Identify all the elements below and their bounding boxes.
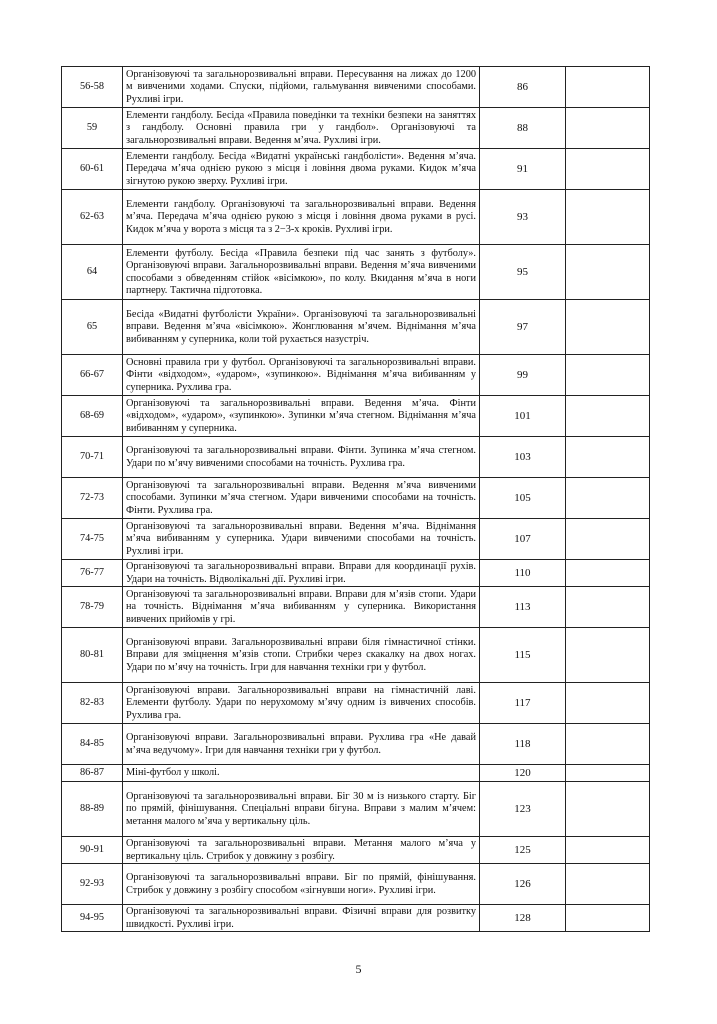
table-row [62,355,650,396]
lesson-content-cell: Елементи гандболу. Бесіда «Видатні українські гандболісти». Ведення м’яча. Передача м’яча однією рукою з місця і ловіння двома руками. Кидок м’яча зігнутою рукою зверху. Рухливі ігри. [123,149,480,190]
lesson-number-cell: 64 [62,245,123,300]
empty-notes-cell [566,478,650,519]
empty-notes-cell [566,864,650,905]
lesson-plan-table [61,66,649,932]
empty-notes-cell [566,396,650,437]
lesson-number-cell: 66-67 [62,355,123,396]
empty-notes-cell [566,300,650,355]
lesson-number-cell: 70-71 [62,437,123,478]
lesson-number-cell: 56-58 [62,67,123,108]
page-reference-cell: 110 [480,560,566,587]
lesson-number-cell: 88-89 [62,782,123,837]
page-reference-cell: 120 [480,765,566,782]
empty-notes-cell [566,628,650,683]
lesson-number-cell: 84-85 [62,724,123,765]
table-row [62,108,650,149]
lesson-content-cell: Бесіда «Видатні футболісти України». Організовуючі та загальнорозвивальні вправи. Ведення м’яча «вісімкою». Жонглювання м’ячем. Віднімання м’яча вибиванням у суперника, коли той рухається назустріч. [123,300,480,355]
table-row [62,67,650,108]
page-reference-cell: 113 [480,587,566,628]
lesson-content-cell: Організовуючі вправи. Загальнорозвивальні вправи на гімнастичній лаві. Елементи футболу. Удари по нерухомому м’ячу одним із вивчених способів. Рухлива гра. [123,683,480,724]
page-reference-cell: 101 [480,396,566,437]
lesson-content-cell: Організовуючі та загальнорозвивальні вправи. Ведення м’яча. Віднімання м’яча вибиванням у суперника. Удари вивченими способами на точність. Рухливі ігри. [123,519,480,560]
page-reference-cell: 118 [480,724,566,765]
lesson-content-cell: Елементи гандболу. Бесіда «Правила поведінки та техніки безпеки на заняттях з гандболу. Основні правила гри у гандбол». Організовуючі та загальнорозвивальні вправи. Ведення м’яча. Рухливі ігри. [123,108,480,149]
page-reference-cell: 125 [480,837,566,864]
empty-notes-cell [566,190,650,245]
empty-notes-cell [566,355,650,396]
table-row [62,560,650,587]
page-reference-cell: 95 [480,245,566,300]
lesson-content-cell: Міні-футбол у школі. [123,765,480,782]
empty-notes-cell [566,837,650,864]
lesson-content-cell: Організовуючі та загальнорозвивальні вправи. Фізичні вправи для розвитку швидкості. Рухливі ігри. [123,905,480,932]
table-row [62,628,650,683]
lesson-content-cell: Організовуючі та загальнорозвивальні вправи. Фінти. Зупинка м’яча стегном. Удари по м’ячу вивченими способами на точність. Рухлива гра. [123,437,480,478]
table-row [62,190,650,245]
page-reference-cell: 107 [480,519,566,560]
lesson-content-cell: Організовуючі та загальнорозвивальні вправи. Вправи для м’язів стопи. Удари на точність. Віднімання м’яча вибиванням у суперника. Використання вивчених прийомів у грі. [123,587,480,628]
lesson-content-cell: Організовуючі вправи. Загальнорозвивальні вправи біля гімнастичної стінки. Вправи для зміцнення м’язів стопи. Стрибки через скакалку на двох ногах. Удари по м’ячу на точність. Ігри для навчання техніки гри у футбол. [123,628,480,683]
page-reference-cell: 105 [480,478,566,519]
table-row [62,837,650,864]
lesson-number-cell: 72-73 [62,478,123,519]
page-reference-cell: 123 [480,782,566,837]
table-row [62,300,650,355]
lesson-number-cell: 68-69 [62,396,123,437]
page-reference-cell: 88 [480,108,566,149]
lesson-number-cell: 80-81 [62,628,123,683]
empty-notes-cell [566,437,650,478]
table-body [62,67,650,932]
empty-notes-cell [566,765,650,782]
empty-notes-cell [566,724,650,765]
lesson-number-cell: 92-93 [62,864,123,905]
lesson-content-cell: Організовуючі та загальнорозвивальні вправи. Пересування на лижах до 1200 м вивченими ходами. Спуски, підйоми, гальмування вивченими способами. Рухливі ігри. [123,67,480,108]
empty-notes-cell [566,587,650,628]
lesson-number-cell: 60-61 [62,149,123,190]
lesson-number-cell: 59 [62,108,123,149]
page-number: 5 [355,962,362,976]
page-reference-cell: 126 [480,864,566,905]
table-row [62,149,650,190]
empty-notes-cell [566,149,650,190]
table-row [62,782,650,837]
lesson-number-cell: 94-95 [62,905,123,932]
page-reference-cell: 128 [480,905,566,932]
empty-notes-cell [566,519,650,560]
table-row [62,478,650,519]
table-row [62,437,650,478]
page-reference-cell: 86 [480,67,566,108]
table-row [62,587,650,628]
page-reference-cell: 99 [480,355,566,396]
empty-notes-cell [566,905,650,932]
lesson-content-cell: Організовуючі та загальнорозвивальні вправи. Ведення м’яча. Фінти «відходом», «ударом», «зупинкою». Зупинки м’яча стегном. Віднімання м’яча вибиванням у суперника. [123,396,480,437]
page-reference-cell: 103 [480,437,566,478]
table-row [62,864,650,905]
lesson-content-cell: Організовуючі та загальнорозвивальні вправи. Ведення м’яча вивченими способами. Зупинки м’яча стегном. Удари вивченими способами на точність. Фінти. Рухлива гра. [123,478,480,519]
page-reference-cell: 97 [480,300,566,355]
empty-notes-cell [566,782,650,837]
table [61,66,650,932]
table-row [62,245,650,300]
page-reference-cell: 117 [480,683,566,724]
lesson-number-cell: 62-63 [62,190,123,245]
page-reference-cell: 93 [480,190,566,245]
lesson-number-cell: 86-87 [62,765,123,782]
lesson-number-cell: 82-83 [62,683,123,724]
lesson-content-cell: Організовуючі та загальнорозвивальні вправи. Біг по прямій, фінішування. Стрибок у довжину з розбігу способом «зігнувши ноги». Рухливі ігри. [123,864,480,905]
lesson-content-cell: Організовуючі та загальнорозвивальні вправи. Вправи для координації рухів. Удари на точність. Відволікальні дії. Рухливі ігри. [123,560,480,587]
page-reference-cell: 91 [480,149,566,190]
table-row [62,724,650,765]
lesson-number-cell: 90-91 [62,837,123,864]
lesson-number-cell: 65 [62,300,123,355]
table-row [62,396,650,437]
lesson-number-cell: 76-77 [62,560,123,587]
lesson-number-cell: 74-75 [62,519,123,560]
empty-notes-cell [566,245,650,300]
table-row [62,519,650,560]
empty-notes-cell [566,108,650,149]
lesson-content-cell: Організовуючі та загальнорозвивальні вправи. Метання малого м’яча у вертикальну ціль. Стрибок у довжину з розбігу. [123,837,480,864]
lesson-content-cell: Елементи гандболу. Організовуючі та загальнорозвивальні вправи. Ведення м’яча. Передача м’яча однією рукою з місця і ловіння двома руками в русі. Кидок м’яча у ворота з місця та з 2−3-х кроків. Рухливі ігри. [123,190,480,245]
lesson-content-cell: Основні правила гри у футбол. Організовуючі та загальнорозвивальні вправи. Фінти «відходом», «ударом», «зупинкою». Віднімання м’яча вибиванням у суперника. Рухлива гра. [123,355,480,396]
empty-notes-cell [566,683,650,724]
empty-notes-cell [566,67,650,108]
page-reference-cell: 115 [480,628,566,683]
empty-notes-cell [566,560,650,587]
lesson-number-cell: 78-79 [62,587,123,628]
lesson-content-cell: Організовуючі та загальнорозвивальні вправи. Біг 30 м із низького старту. Біг по прямій, фінішування. Спеціальні вправи бігуна. Вправи з малим м’ячем: метання малого м’яча у вертикальну ціль. [123,782,480,837]
table-row [62,683,650,724]
table-row [62,905,650,932]
lesson-content-cell: Організовуючі вправи. Загальнорозвивальні вправи. Рухлива гра «Не давай м’яча ведучому». Ігри для навчання техніки гри у футбол. [123,724,480,765]
table-row [62,765,650,782]
lesson-content-cell: Елементи футболу. Бесіда «Правила безпеки під час занять з футболу». Організовуючі вправи. Загальнорозвивальні вправи. Ведення м’яча вивченими способами з обведенням стійок «вісімкою», по колу. Вкидання м’яча в ноги партнеру. Тактична підготовка. [123,245,480,300]
